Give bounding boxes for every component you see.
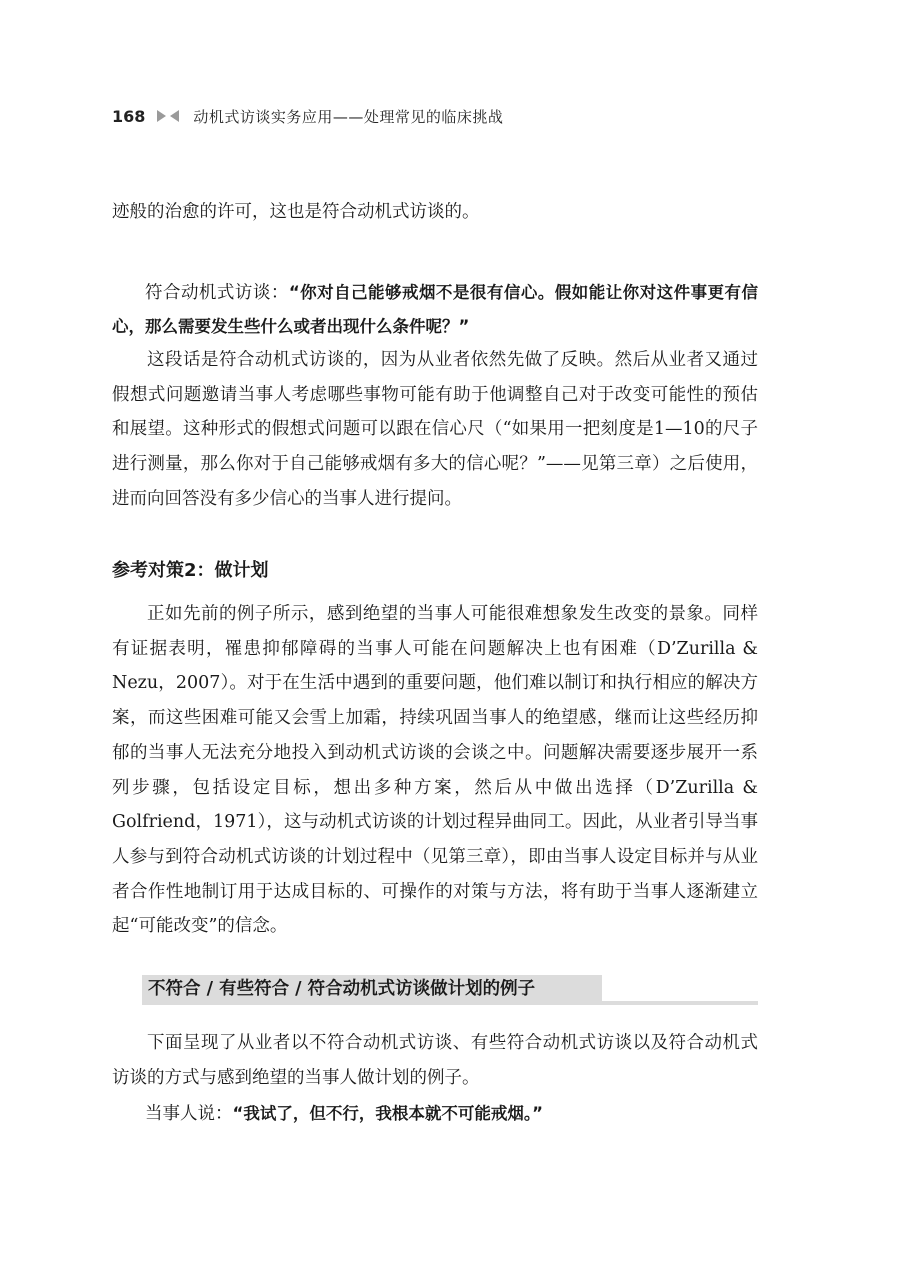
mi-example-quote: “你对自己能够戒烟不是很有信心。假如能让你对这件事更有信心，那么需要发生些什么或者出现什么条件呢？” xyxy=(112,283,758,336)
example-box-title-banner xyxy=(142,975,758,1005)
example-box-title: 不符合 / 有些符合 / 符合动机式访谈做计划的例子 xyxy=(148,979,536,999)
mi-example-dialog xyxy=(112,276,758,343)
page-header xyxy=(112,103,503,129)
mi-example-speaker: 符合动机式访谈： xyxy=(145,283,289,303)
explanation-paragraph: 这段话是符合动机式访谈的，因为从业者依然先做了反映。然后从业者又通过假想式问题邀请当事人考虑哪些事物可能有助于他调整自己对于改变可能性的预估和展望。这种形式的假想式问题可以跟在信心尺（“如果用一把刻度是1—10的尺子进行测量，那么你对于自己能够戒烟有多大的信心呢？”——见第三章）之后使用，进而向回答没有多少信心的当事人进行提问。 xyxy=(112,350,758,509)
section-heading: 参考对策2：做计划 xyxy=(112,560,269,581)
example-box-intro: 下面呈现了从业者以不符合动机式访谈、有些符合动机式访谈以及符合动机式访谈的方式与感到绝望的当事人做计划的例子。 xyxy=(112,1033,758,1088)
page-number: 168 xyxy=(112,106,146,126)
running-title: 动机式访谈实务应用——处理常见的临床挑战 xyxy=(193,107,504,126)
intro-paragraph: 迹般的治愈的许可，这也是符合动机式访谈的。 xyxy=(112,202,480,222)
section-paragraph: 正如先前的例子所示，感到绝望的当事人可能很难想象发生改变的景象。同样有证据表明，罹患抑郁障碍的当事人可能在问题解决上也有困难（D’Zurilla & Nezu，2007）。对于在生活中遇到的重要问题，他们难以制订和执行相应的解决方案，而这些困难可能又会雪上加霜，持续巩固当事人的绝望感，继而让这些经历抑郁的当事人无法充分地投入到动机式访谈的会谈之中。问题解决需要逐步展开一系列步骤，包括设定目标，想出多种方案，然后从中做出选择（D’Zurilla & Golfriend，1971），这与动机式访谈的计划过程异曲同工。因此，从业者引导当事人参与到符合动机式访谈的计划过程中（见第三章），即由当事人设定目标并与从业者合作性地制订用于达成目标的、可操作的对策与方法，将有助于当事人逐渐建立起“可能改变”的信念。 xyxy=(112,604,758,937)
client-quote: “我试了，但不行，我根本就不可能戒烟。” xyxy=(232,1104,543,1123)
client-statement xyxy=(112,1097,758,1132)
client-speaker: 当事人说： xyxy=(145,1104,233,1124)
bowtie-icon xyxy=(157,109,179,123)
